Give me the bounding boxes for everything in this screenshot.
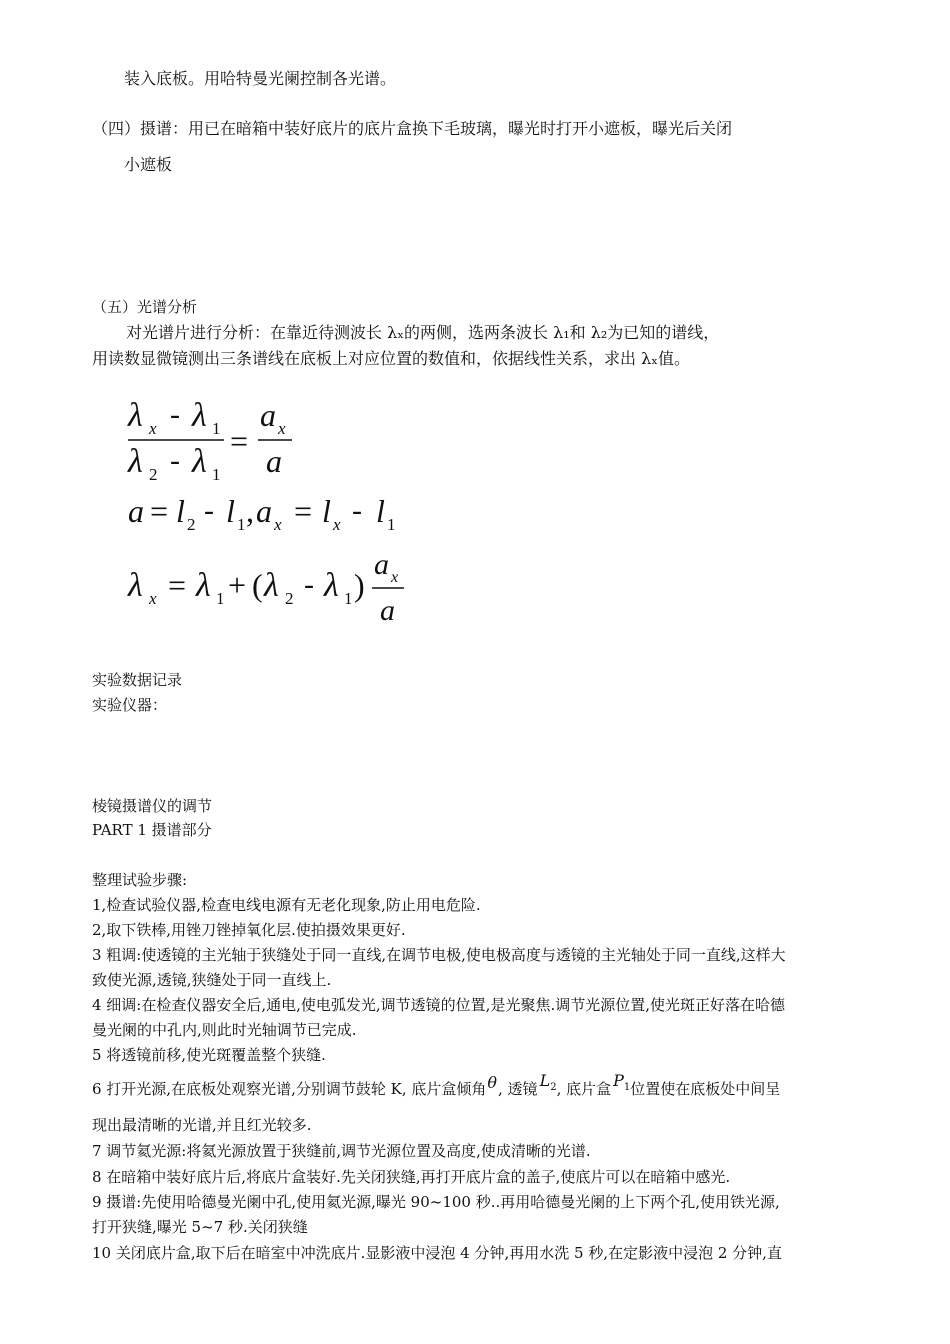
data-record-heading: 实验数据记录 [92, 671, 183, 689]
step-5: 5 将透镜前移,使光斑覆盖整个狭缝. [92, 1046, 326, 1064]
subscript-x: x [149, 589, 157, 608]
subscript-1: 1 [237, 515, 246, 534]
step-6-line1 [92, 1071, 781, 1099]
equals-sign: = [294, 493, 313, 529]
l-symbol: l [376, 493, 385, 529]
step-8: 8 在暗箱中装好底片后,将底片盒装好.先关闭狭缝,再打开底片盒的盖子,使底片可以在暗箱中感光. [92, 1168, 731, 1186]
subscript-x: x [278, 419, 286, 438]
minus-sign: - [204, 494, 214, 527]
right-paren: ) [354, 567, 365, 603]
lambda-2-symbol: λ [128, 443, 143, 480]
lambda-1-symbol: λ [324, 567, 339, 604]
subscript-1: 1 [216, 589, 225, 608]
step-10: 10 关闭底片盒,取下后在暗室中冲洗底片.显影液中浸泡 4 分钟,再用水洗 5 秒,在定影液中浸泡 2 分钟,直 [92, 1244, 782, 1262]
subscript-1: 1 [212, 419, 221, 438]
lambda-1-symbol: λ [192, 443, 207, 480]
minus-sign: - [304, 568, 314, 601]
a-symbol: a [380, 594, 395, 627]
a-x-symbol: a [260, 397, 276, 433]
lambda-x-symbol: λ [128, 397, 143, 434]
part-1-heading: PART 1 摄谱部分 [92, 821, 212, 839]
step-3-line2: 致使光源,透镜,狭缝处于同一直线上. [92, 971, 332, 989]
plate-P-subscript: 1 [623, 1082, 631, 1093]
a-symbol: a [266, 443, 282, 479]
plate-P-symbol: P [613, 1071, 624, 1090]
plus-sign: + [228, 567, 247, 603]
l-symbol: l [226, 493, 235, 529]
instruments-heading: 实验仪器： [92, 696, 168, 714]
lambda-x-symbol: λ [128, 567, 143, 604]
a-symbol: a [128, 493, 144, 529]
step4-line2: 小遮板 [124, 155, 173, 174]
formula-row-2 [128, 493, 396, 534]
lens-L-subscript: 2 [550, 1082, 557, 1093]
step-2: 2,取下铁棒,用锉刀锉掉氧化层.使拍摄效果更好. [92, 921, 406, 939]
subscript-1: 1 [344, 589, 353, 608]
step-6-text-b: , 透镜 [498, 1080, 538, 1098]
subscript-x: x [274, 515, 282, 534]
lambda-2-symbol: λ [264, 567, 279, 604]
subscript-2: 2 [149, 465, 158, 484]
step-1: 1,检查试验仪器,检查电线电源有无老化现象,防止用电危险. [92, 896, 481, 914]
minus-sign: - [352, 494, 362, 527]
l-symbol: l [176, 493, 185, 529]
equals-sign: = [168, 567, 187, 603]
step-6-text-a: 6 打开光源,在底板处观察光谱,分别调节鼓轮 K, 底片盒倾角 [92, 1080, 487, 1098]
step-9-line2: 打开狭缝,曝光 5~7 秒.关闭狭缝 [92, 1218, 308, 1236]
a-x-symbol: a [374, 548, 389, 581]
formula-row-1 [127, 397, 292, 484]
left-paren: ( [252, 567, 263, 603]
subscript-1: 1 [387, 515, 396, 534]
equals-sign: = [230, 423, 249, 459]
wavelength-formula [120, 390, 450, 640]
step-9-line1: 9 摄谱:先使用哈德曼光阑中孔,使用氦光源,曝光 90~100 秒..再用哈德曼光阑的上下两个孔,使用铁光源, [92, 1193, 780, 1211]
comma: , [246, 493, 254, 529]
section-title: 棱镜摄谱仪的调节 [92, 797, 213, 815]
step-4-line2: 曼光阑的中孔内,则此时光轴调节已完成. [92, 1021, 357, 1039]
analysis-para-line1: 对光谱片进行分析：在靠近待测波长 λₓ的两侧，选两条波长 λ₁和 λ₂为已知的谱线， [126, 323, 720, 342]
l-symbol: l [322, 493, 331, 529]
subscript-x: x [391, 569, 399, 586]
equals-sign: = [150, 493, 169, 529]
subscript-1: 1 [212, 465, 221, 484]
subscript-x: x [149, 419, 157, 438]
step-6-line2: 现出最清晰的光谱,并且红光较多. [92, 1116, 312, 1134]
step-7: 7 调节氦光源:将氦光源放置于狭缝前,调节光源位置及高度,使成清晰的光谱. [92, 1142, 591, 1160]
steps-heading: 整理试验步骤: [92, 871, 188, 889]
lambda-1-symbol: λ [192, 397, 207, 434]
formula-row-3 [127, 548, 404, 627]
step4-line1: （四）摄谱：用已在暗箱中装好底片的底片盒换下毛玻璃，曝光时打开小遮板，曝光后关闭 [92, 119, 733, 138]
step-6-text-c: , 底片盒 [556, 1080, 612, 1098]
a-x-symbol: a [256, 493, 272, 529]
analysis-para-line2: 用读数显微镜测出三条谱线在底板上对应位置的数值和，依据线性关系，求出 λₓ值。 [92, 349, 691, 368]
analysis-heading: （五）光谱分析 [92, 298, 198, 316]
subscript-2: 2 [187, 515, 196, 534]
minus-sign: - [170, 398, 180, 431]
intro-line: 装入底板。用哈特曼光阑控制各光谱。 [124, 69, 397, 88]
minus-sign: - [170, 444, 180, 477]
lambda-1-symbol: λ [196, 567, 211, 604]
theta-symbol: θ [487, 1073, 498, 1092]
step-3-line1: 3 粗调:使透镜的主光轴于狭缝处于同一直线,在调节电极,使电极高度与透镜的主光轴处于同一直线,这样大 [92, 946, 786, 964]
subscript-2: 2 [285, 589, 294, 608]
subscript-x: x [333, 515, 341, 534]
step-6-text-d: 位置使在底板处中间呈 [630, 1080, 781, 1098]
step-4-line1: 4 细调:在检查仪器安全后,通电,使电弧发光,调节透镜的位置,是光聚焦.调节光源位置,使光斑正好落在哈德 [92, 996, 785, 1014]
lens-L-symbol: L [539, 1071, 551, 1090]
